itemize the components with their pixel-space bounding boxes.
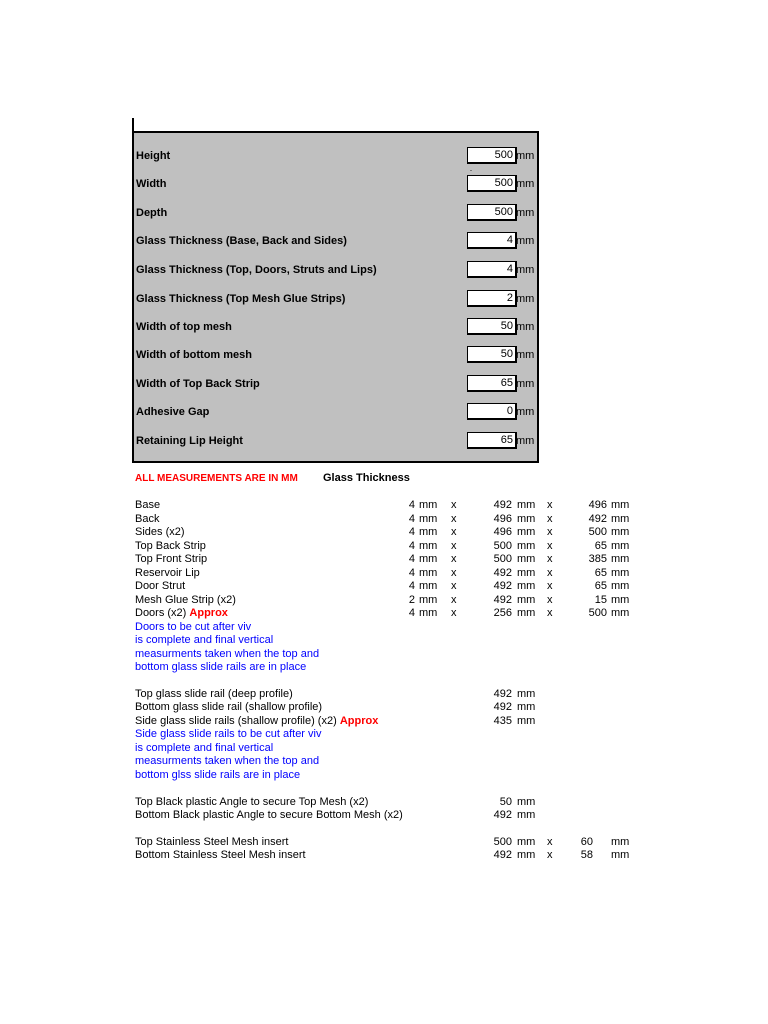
param-label: Width of Top Back Strip (136, 378, 260, 390)
approx-label: Approx (189, 607, 228, 619)
times-sign: x (547, 836, 553, 848)
unit: mm (517, 849, 536, 861)
param-row-adhesive-gap (134, 403, 537, 423)
param-value: 500 (494, 206, 513, 218)
piece-name: Sides (x2) (135, 526, 185, 538)
piece-name: Base (135, 499, 161, 511)
length-value: 492 (493, 594, 512, 606)
angle-name: Bottom Black plastic Angle to secure Bottom Mesh (x2) (135, 809, 403, 821)
times-sign: x (451, 553, 457, 565)
thickness-value: 4 (408, 499, 415, 511)
height-input[interactable] (467, 147, 517, 164)
rail-name-text: Side glass slide rails (shallow profile) (x2) (135, 715, 337, 727)
param-label: Glass Thickness (Base, Back and Sides) (136, 235, 347, 247)
width-value: 492 (588, 513, 607, 525)
length-value: 492 (493, 809, 512, 821)
param-value: 50 (500, 348, 513, 360)
length-value: 500 (493, 553, 512, 565)
param-unit: mm (516, 349, 535, 361)
param-row-top-mesh-width (134, 318, 537, 338)
times-sign: x (547, 526, 553, 538)
param-value: 65 (500, 377, 513, 389)
unit: mm (517, 499, 536, 511)
length-value: 496 (493, 513, 512, 525)
piece-name: Door Strut (135, 580, 186, 592)
width-input[interactable] (467, 175, 517, 192)
unit: mm (419, 526, 438, 538)
glass-thickness-glue-input[interactable] (467, 290, 517, 307)
param-label: Depth (136, 207, 168, 219)
param-value: 50 (500, 320, 513, 332)
param-value: 500 (494, 177, 513, 189)
width-value: 65 (594, 540, 607, 552)
param-value: 0 (506, 405, 513, 417)
param-unit: mm (516, 435, 535, 447)
param-row-height (134, 147, 537, 167)
unit: mm (419, 594, 438, 606)
unit: mm (611, 499, 630, 511)
piece-name: Top Front Strip (135, 553, 208, 565)
times-sign: x (547, 540, 553, 552)
times-sign: x (547, 553, 553, 565)
param-row-glass-thickness-base (134, 232, 537, 252)
times-sign: x (451, 594, 457, 606)
param-label: Width of bottom mesh (136, 349, 252, 361)
unit: mm (517, 513, 536, 525)
unit: mm (611, 540, 630, 552)
top-mesh-width-input[interactable] (467, 318, 517, 335)
param-value: 2 (506, 292, 513, 304)
thickness-value: 4 (408, 567, 415, 579)
param-label: Adhesive Gap (136, 406, 210, 418)
length-value: 500 (493, 540, 512, 552)
note-line: Doors to be cut after viv (135, 621, 252, 633)
unit: mm (517, 553, 536, 565)
times-sign: x (451, 499, 457, 511)
note-line: measurments taken when the top and (135, 755, 320, 767)
param-label: Retaining Lip Height (136, 435, 243, 447)
stray-mark (470, 170, 472, 171)
thickness-value: 2 (408, 594, 415, 606)
top-back-strip-input[interactable] (467, 375, 517, 392)
param-label: Width of top mesh (136, 321, 232, 333)
times-sign: x (547, 513, 553, 525)
unit: mm (611, 567, 630, 579)
times-sign: x (451, 540, 457, 552)
unit: mm (611, 836, 630, 848)
param-unit: mm (516, 378, 535, 390)
param-row-bottom-mesh-width (134, 346, 537, 366)
times-sign: x (451, 580, 457, 592)
unit: mm (517, 701, 536, 713)
approx-label: Approx (339, 715, 379, 727)
length-value: 492 (493, 849, 512, 861)
width-value: 500 (588, 526, 607, 538)
unit: mm (419, 553, 438, 565)
note-line: is complete and final vertical (135, 634, 274, 646)
param-unit: mm (516, 207, 535, 219)
length-value: 492 (493, 580, 512, 592)
unit: mm (517, 540, 536, 552)
times-sign: x (451, 607, 457, 619)
retaining-lip-input[interactable] (467, 432, 517, 449)
width-value: 385 (588, 553, 607, 565)
width-value: 15 (594, 594, 607, 606)
times-sign: x (547, 580, 553, 592)
piece-name: Mesh Glue Strip (x2) (135, 594, 236, 606)
length-value: 492 (493, 567, 512, 579)
param-value: 4 (506, 263, 513, 275)
param-row-top-back-strip (134, 375, 537, 395)
unit: mm (517, 836, 536, 848)
piece-name: Top Back Strip (135, 540, 206, 552)
note-line: is complete and final vertical (135, 742, 274, 754)
measurements-notice: ALL MEASUREMENTS ARE IN MM (135, 473, 298, 484)
note-line: measurments taken when the top and (135, 648, 320, 660)
length-value: 496 (493, 526, 512, 538)
width-value: 58 (580, 849, 593, 861)
param-label: Glass Thickness (Top Mesh Glue Strips) (136, 293, 346, 305)
note-line: bottom glss slide rails are in place (135, 769, 301, 781)
length-value: 435 (493, 715, 512, 727)
piece-name-text: Doors (x2) (135, 607, 187, 619)
width-value: 500 (588, 607, 607, 619)
param-row-glass-thickness-glue (134, 290, 537, 310)
unit: mm (419, 513, 438, 525)
param-row-glass-thickness-top (134, 261, 537, 281)
thickness-value: 4 (408, 607, 415, 619)
param-value: 500 (494, 149, 513, 161)
glass-thickness-header: Glass Thickness (323, 472, 410, 484)
width-value: 60 (580, 836, 593, 848)
unit: mm (517, 567, 536, 579)
times-sign: x (451, 513, 457, 525)
piece-name: Reservoir Lip (135, 567, 200, 579)
unit: mm (611, 594, 630, 606)
unit: mm (517, 594, 536, 606)
input-parameters-panel (132, 131, 539, 463)
times-sign: x (451, 567, 457, 579)
param-unit: mm (516, 321, 535, 333)
unit: mm (517, 580, 536, 592)
param-label: Width (136, 178, 167, 190)
width-value: 496 (588, 499, 607, 511)
rail-name: Top glass slide rail (deep profile) (135, 688, 293, 700)
piece-name: Back (135, 513, 160, 525)
unit: mm (611, 526, 630, 538)
piece-name (135, 607, 228, 619)
param-unit: mm (516, 235, 535, 247)
thickness-value: 4 (408, 526, 415, 538)
length-value: 492 (493, 499, 512, 511)
unit: mm (517, 607, 536, 619)
thickness-value: 4 (408, 553, 415, 565)
mesh-name: Bottom Stainless Steel Mesh insert (135, 849, 306, 861)
param-label: Glass Thickness (Top, Doors, Struts and Lips) (136, 264, 377, 276)
times-sign: x (547, 594, 553, 606)
angle-name: Top Black plastic Angle to secure Top Mesh (x2) (135, 796, 369, 808)
param-unit: mm (516, 178, 535, 190)
param-row-depth (134, 204, 537, 224)
param-row-width (134, 175, 537, 195)
glass-thickness-base-input[interactable] (467, 232, 517, 249)
param-unit: mm (516, 150, 535, 162)
unit: mm (419, 567, 438, 579)
param-unit: mm (516, 293, 535, 305)
param-value: 4 (506, 234, 513, 246)
width-value: 65 (594, 580, 607, 592)
thickness-value: 4 (408, 513, 415, 525)
thickness-value: 4 (408, 580, 415, 592)
note-line: Side glass slide rails to be cut after viv (135, 728, 322, 740)
thickness-value: 4 (408, 540, 415, 552)
unit: mm (419, 540, 438, 552)
depth-input[interactable] (467, 204, 517, 221)
length-value: 256 (493, 607, 512, 619)
times-sign: x (547, 607, 553, 619)
unit: mm (517, 809, 536, 821)
times-sign: x (547, 567, 553, 579)
param-value: 65 (500, 434, 513, 446)
unit: mm (611, 849, 630, 861)
param-unit: mm (516, 406, 535, 418)
mesh-name: Top Stainless Steel Mesh insert (135, 836, 289, 848)
unit: mm (517, 796, 536, 808)
note-line: bottom glass slide rails are in place (135, 661, 307, 673)
param-unit: mm (516, 264, 535, 276)
unit: mm (517, 526, 536, 538)
unit: mm (611, 513, 630, 525)
length-value: 492 (493, 688, 512, 700)
rail-name (135, 715, 378, 727)
unit: mm (611, 580, 630, 592)
times-sign: x (451, 526, 457, 538)
unit: mm (611, 607, 630, 619)
param-row-retaining-lip (134, 432, 537, 452)
times-sign: x (547, 499, 553, 511)
unit: mm (419, 580, 438, 592)
unit: mm (611, 553, 630, 565)
glass-thickness-top-input[interactable] (467, 261, 517, 278)
length-value: 50 (499, 796, 512, 808)
unit: mm (419, 607, 438, 619)
length-value: 492 (493, 701, 512, 713)
times-sign: x (547, 849, 553, 861)
rail-name: Bottom glass slide rail (shallow profile) (135, 701, 323, 713)
bottom-mesh-width-input[interactable] (467, 346, 517, 363)
unit: mm (517, 715, 536, 727)
width-value: 65 (594, 567, 607, 579)
length-value: 500 (493, 836, 512, 848)
unit: mm (517, 688, 536, 700)
param-label: Height (136, 150, 171, 162)
unit: mm (419, 499, 438, 511)
adhesive-gap-input[interactable] (467, 403, 517, 420)
